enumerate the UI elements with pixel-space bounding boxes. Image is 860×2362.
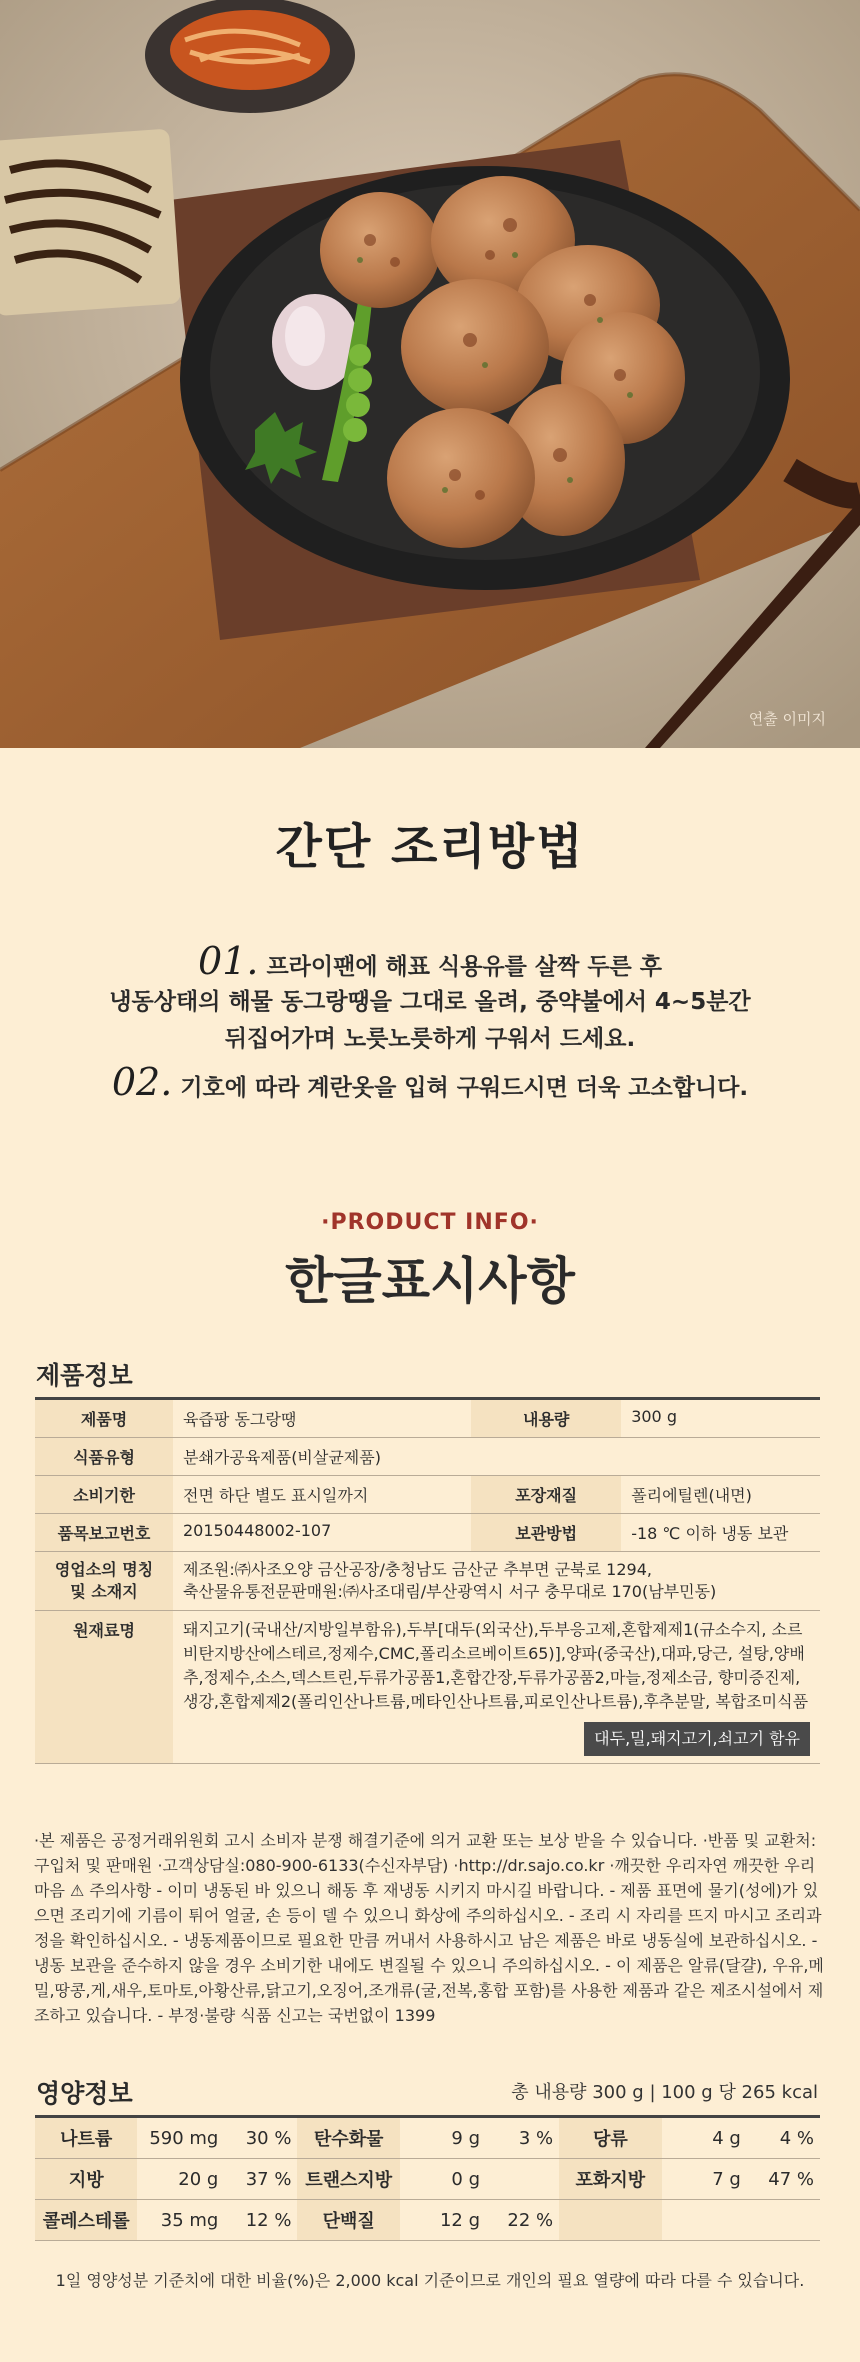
product-info-subtitle: ·PRODUCT INFO· (321, 1210, 539, 1235)
storage-value: -18 ℃ 이하 냉동 보관 (621, 1514, 820, 1552)
product-info-title: 한글표시사항 (285, 1252, 575, 1310)
name-value: 육즙팡 동그랑땡 (173, 1400, 471, 1438)
nutrient-percent: 4 % (747, 2118, 820, 2159)
nutrient-value: 12 g (400, 2200, 486, 2241)
hero-caption: 연출 이미지 (748, 710, 826, 728)
nutrient-percent: 22 % (486, 2200, 559, 2241)
nutrient-value: 4 g (662, 2118, 747, 2159)
nutrition-total: 총 내용량 300 g | 100 g 당 265 kcal (511, 2082, 818, 2103)
allergen-badge: 대두,밀,돼지고기,쇠고기 함유 (584, 1722, 810, 1756)
nutrient-percent (747, 2200, 820, 2241)
ingredients-label: 원재료명 (35, 1611, 173, 1764)
hero-photo (0, 0, 860, 748)
product-info-heading (0, 1210, 860, 1313)
nutrient-percent: 37 % (224, 2159, 297, 2200)
nutrient-label: 콜레스테롤 (35, 2200, 137, 2241)
nutrient-label: 당류 (559, 2118, 661, 2159)
volume-label: 내용량 (471, 1400, 621, 1438)
type-value: 분쇄가공육제품(비살균제품) (173, 1438, 820, 1476)
maker-value (173, 1552, 820, 1611)
nutrient-value: 590 mg (137, 2118, 224, 2159)
nutrient-percent: 47 % (747, 2159, 820, 2200)
package-value: 폴리에틸렌(내면) (621, 1476, 820, 1514)
nutrient-label: 트랜스지방 (297, 2159, 399, 2200)
step-2 (0, 1060, 860, 1107)
nutrient-value: 35 mg (137, 2200, 224, 2241)
notice-text: ·본 제품은 공정거래위원회 고시 소비자 분쟁 해결기준에 의거 교환 또는 보상 받을 수 있습니다. ·반품 및 교환처: 구입처 및 판매원 ·고객상담실:080-900-6133(수신자부담) ·http://dr.sajo.co.kr ·깨끗한 우리자연 깨끗한 우리마음 ⚠ 주의사항 - 이미 냉동된 바 있으니 해동 후 재냉동 시키지 마시길 바랍니다. - 제품 표면에 물기(성에)가 있으면 조리기에 기름이 튀어 얼굴, 손 등이 델 수 있으니 화상에 주의하십시오. - 조리 시 자리를 뜨지 마시고 조리과정을 확인하십시오. - 냉동제품이므로 필요한 만큼 꺼내서 사용하시고 남은 제품은 바로 냉동실에 보관하십시오. - 냉동 보관을 준수하지 않을 경우 소비기한 내에도 변질될 수 있으니 주의하십시오. - 이 제품은 알류(달걀), 우유,메밀,땅콩,게,새우,토마토,아황산류,닭고기,오징어,조개류(굴,전복,홍합 포함)를 사용한 제품과 같은 제조시설에서 제조하고 있습니다. - 부정·불량 식품 신고는 국번없이 1399 (34, 1831, 824, 2025)
step-2-text: 기호에 따라 계란옷을 입혀 구워드시면 더욱 고소합니다. (180, 1075, 749, 1101)
step-1-line-2: 냉동상태의 해물 동그랑땡을 그대로 올려, 중약불에서 4~5분간 (109, 989, 751, 1015)
maker-label (35, 1552, 173, 1611)
nutrient-percent: 12 % (224, 2200, 297, 2241)
nutrient-percent: 3 % (486, 2118, 559, 2159)
storage-label: 보관방법 (471, 1514, 621, 1552)
nutrient-label: 단백질 (297, 2200, 399, 2241)
maker-line-1: 제조원:㈜사조오양 금산공장/충청남도 금산군 추부면 군북로 1294, (183, 1560, 652, 1579)
expiry-label: 소비기한 (35, 1476, 173, 1514)
cooking-section (0, 748, 860, 1188)
type-label: 식품유형 (35, 1438, 173, 1476)
table-row (35, 1400, 820, 1438)
step-1-line-1 (0, 939, 860, 986)
table-row (35, 1514, 820, 1552)
report-label: 품목보고번호 (35, 1514, 173, 1552)
cooking-title: 간단 조리방법 (275, 819, 585, 875)
nutrient-label: 포화지방 (559, 2159, 661, 2200)
step-1-line-3: 뒤집어가며 노릇노릇하게 구워서 드세요. (224, 1026, 636, 1052)
ingredients-cell (173, 1611, 820, 1764)
name-label: 제품명 (35, 1400, 173, 1438)
table-row (35, 1611, 820, 1764)
maker-label-line-2: 및 소재지 (70, 1582, 138, 1601)
food-illustration (0, 0, 860, 748)
nutrient-value: 0 g (400, 2159, 486, 2200)
step-1-text-1: 프라이팬에 해표 식용유를 살짝 두른 후 (266, 954, 662, 980)
ingredients-value: 돼지고기(국내산/지방일부함유),두부[대두(외국산),두부응고제,혼합제제1(규소수지, 소르비탄지방산에스테르,정제수,CMC,폴리소르베이트65)],양파(중국산),대파,당근, 설탕,양배추,정제수,소스,덱스트린,두류가공품1,혼합간장,두류가공품2,마늘,정제소금, 향미증진제,생강,혼합제제2(폴리인산나트륨,메타인산나트륨,피로인산나트륨),후추분말, 복합조미식품 (183, 1620, 809, 1711)
nutrition-table (35, 2118, 820, 2241)
nutrient-value (662, 2200, 747, 2241)
volume-value: 300 g (621, 1400, 820, 1438)
nutrient-percent: 30 % (224, 2118, 297, 2159)
nutrient-label (559, 2200, 661, 2241)
table-row (35, 2200, 820, 2241)
nutrition-section-title: 영양정보 (36, 2079, 133, 2108)
step-1-number: 01. (198, 939, 259, 983)
nutrient-label: 지방 (35, 2159, 137, 2200)
nutrition-footnote: 1일 영양성분 기준치에 대한 비율(%)은 2,000 kcal 기준이므로 개인의 필요 열량에 따라 다를 수 있습니다. (55, 2271, 805, 2290)
maker-label-line-1: 영업소의 명칭 (54, 1560, 154, 1579)
nutrient-value: 20 g (137, 2159, 224, 2200)
nutrient-label: 나트륨 (35, 2118, 137, 2159)
table-row (35, 2159, 820, 2200)
nutrient-percent (486, 2159, 559, 2200)
table-row (35, 1438, 820, 1476)
product-section-title: 제품정보 (36, 1361, 133, 1390)
package-label: 포장재질 (471, 1476, 621, 1514)
step-2-number: 02. (111, 1060, 173, 1104)
product-info-table (35, 1400, 820, 1764)
nutrient-value: 7 g (662, 2159, 747, 2200)
maker-line-2: 축산물유통전문판매원:㈜사조대림/부산광역시 서구 충무대로 170(남부민동) (183, 1582, 717, 1601)
table-row (35, 1476, 820, 1514)
report-value: 20150448002-107 (173, 1514, 471, 1552)
nutrient-label: 탄수화물 (297, 2118, 399, 2159)
table-row (35, 2118, 820, 2159)
nutrient-value: 9 g (400, 2118, 486, 2159)
table-row (35, 1552, 820, 1611)
expiry-value: 전면 하단 별도 표시일까지 (173, 1476, 471, 1514)
